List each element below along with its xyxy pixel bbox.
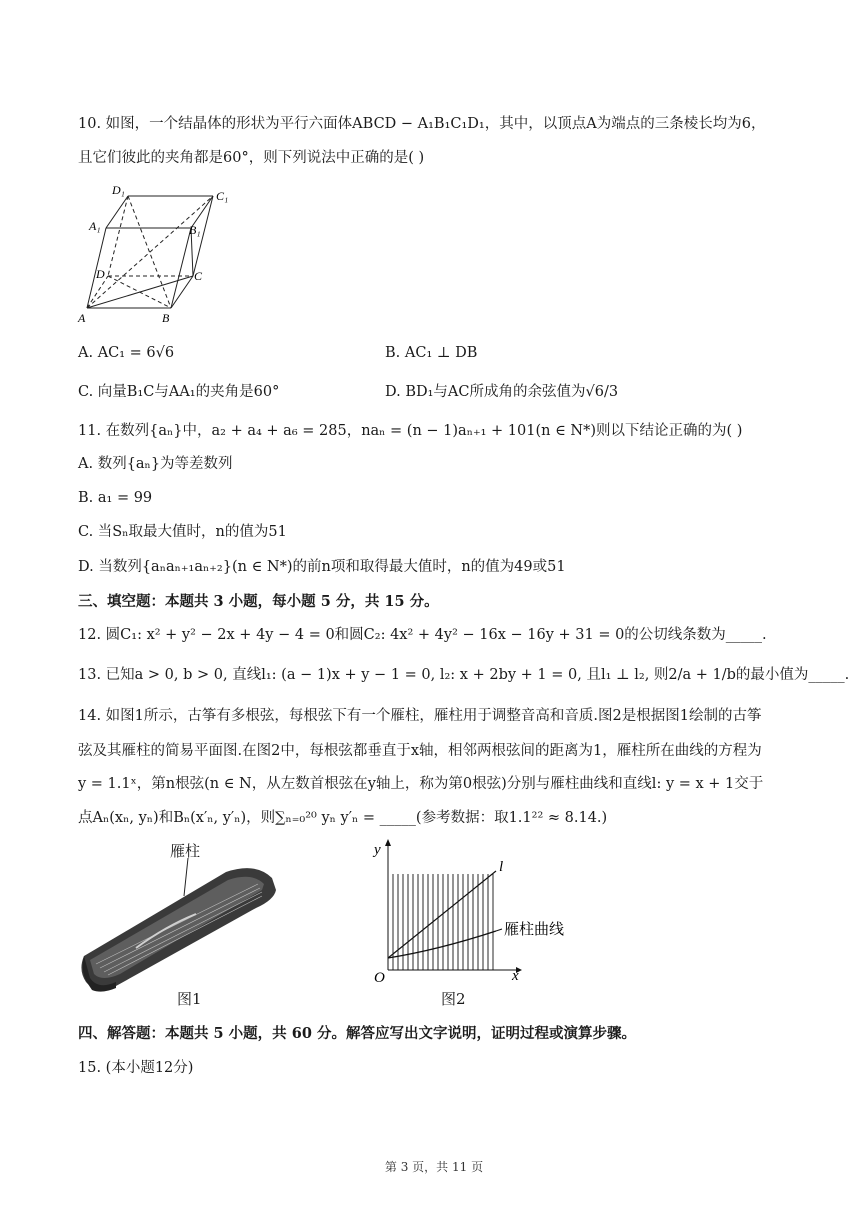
q10-stem-line2: 且它们彼此的夹角都是60°，则下列说法中正确的是( ) [78,150,425,166]
fig2-y-label: y [374,842,381,858]
fig2-caption: 图2 [441,990,466,1008]
q11-option-b: B. a₁ = 99 [78,490,153,506]
q10-option-c: C. 向量B₁C与AA₁的夹角是60° [78,384,280,400]
fig2-curve-label: 雁柱曲线 [504,922,565,938]
q10-option-a: A. AC₁ = 6√6 [78,345,175,361]
label-B: B [162,311,170,325]
q11-stem: 11. 在数列{aₙ}中，a₂ + a₄ + a₆ = 285，naₙ = (n − 1)aₙ₊₁ + 101(n ∈ N*)则以下结论正确的为( ) [78,423,743,439]
fig2-diagram [368,838,588,988]
label-C1: C₁ [216,189,229,203]
q14-line1: 14. 如图1所示，古筝有多根弦，每根弦下有一个雁柱，雁柱用于调整音高和音质.图2是根据图1绘制的古筝 [78,708,762,724]
q10-stem-line1: 10. 如图，一个结晶体的形状为平行六面体ABCD − A₁B₁C₁D₁，其中，以顶点A为端点的三条棱长均为6， [78,116,766,132]
line-l [388,871,496,958]
strings [393,874,493,970]
fig2-line-label: l [499,859,504,875]
label-D1: D₁ [112,183,125,197]
fig1-bridge-label: 雁柱 [170,842,201,860]
guzheng-illustration [76,856,286,996]
q10-option-d: D. BD₁与AC所成角的余弦值为√6/3 [385,384,619,400]
label-A: A [78,311,86,325]
q10-option-b: B. AC₁ ⊥ DB [385,345,478,361]
q13-text: 13. 已知a > 0, b > 0, 直线l₁: (a − 1)x + y − 1 = 0, l₂: x + 2by + 1 = 0, 且l₁ ⊥ l₂, 则2/a + 1/b的最小值为_____. [78,667,850,683]
fig2-x-label: x [512,968,519,984]
parallelepiped-figure [74,178,244,326]
q14-line3: y = 1.1ˣ，第n根弦(n ∈ N，从左数首根弦在y轴上，称为第0根弦)分别与雁柱曲线和直线l: y = x + 1交于 [78,776,764,792]
q11-option-d: D. 当数列{aₙaₙ₊₁aₙ₊₂}(n ∈ N*)的前n项和取得最大值时，n的值为49或51 [78,559,566,575]
q12-text: 12. 圆C₁: x² + y² − 2x + 4y − 4 = 0和圆C₂: 4x² + 4y² − 16x − 16y + 31 = 0的公切线条数为_____. [78,627,767,643]
section-4-title: 四、解答题：本题共 5 小题，共 60 分。解答应写出文字说明，证明过程或演算步骤。 [78,1025,636,1042]
label-A1: A₁ [89,219,101,233]
label-D: D [96,267,105,281]
q14-line2: 弦及其雁柱的简易平面图.在图2中，每根弦都垂直于x轴，相邻两根弦间的距离为1，雁柱所在曲线的方程为 [78,743,762,759]
q11-option-a: A. 数列{aₙ}为等差数列 [78,456,233,472]
q14-line4: 点Aₙ(xₙ, yₙ)和Bₙ(x′ₙ, y′ₙ)，则∑ₙ₌₀²⁰ yₙ y′ₙ = _____(参考数据：取1.1²² ≈ 8.14.) [78,810,608,826]
fig2-origin-label: O [374,970,385,986]
q15-text: 15. (本小题12分) [78,1060,194,1076]
page-footer: 第 3 页，共 11 页 [384,1160,484,1174]
section-3-title: 三、填空题：本题共 3 小题，每小题 5 分，共 15 分。 [78,593,439,610]
label-C: C [194,269,203,283]
fig1-caption: 图1 [177,990,202,1008]
label-B1: B₁ [189,223,201,237]
q11-option-c: C. 当Sₙ取最大值时，n的值为51 [78,524,287,540]
